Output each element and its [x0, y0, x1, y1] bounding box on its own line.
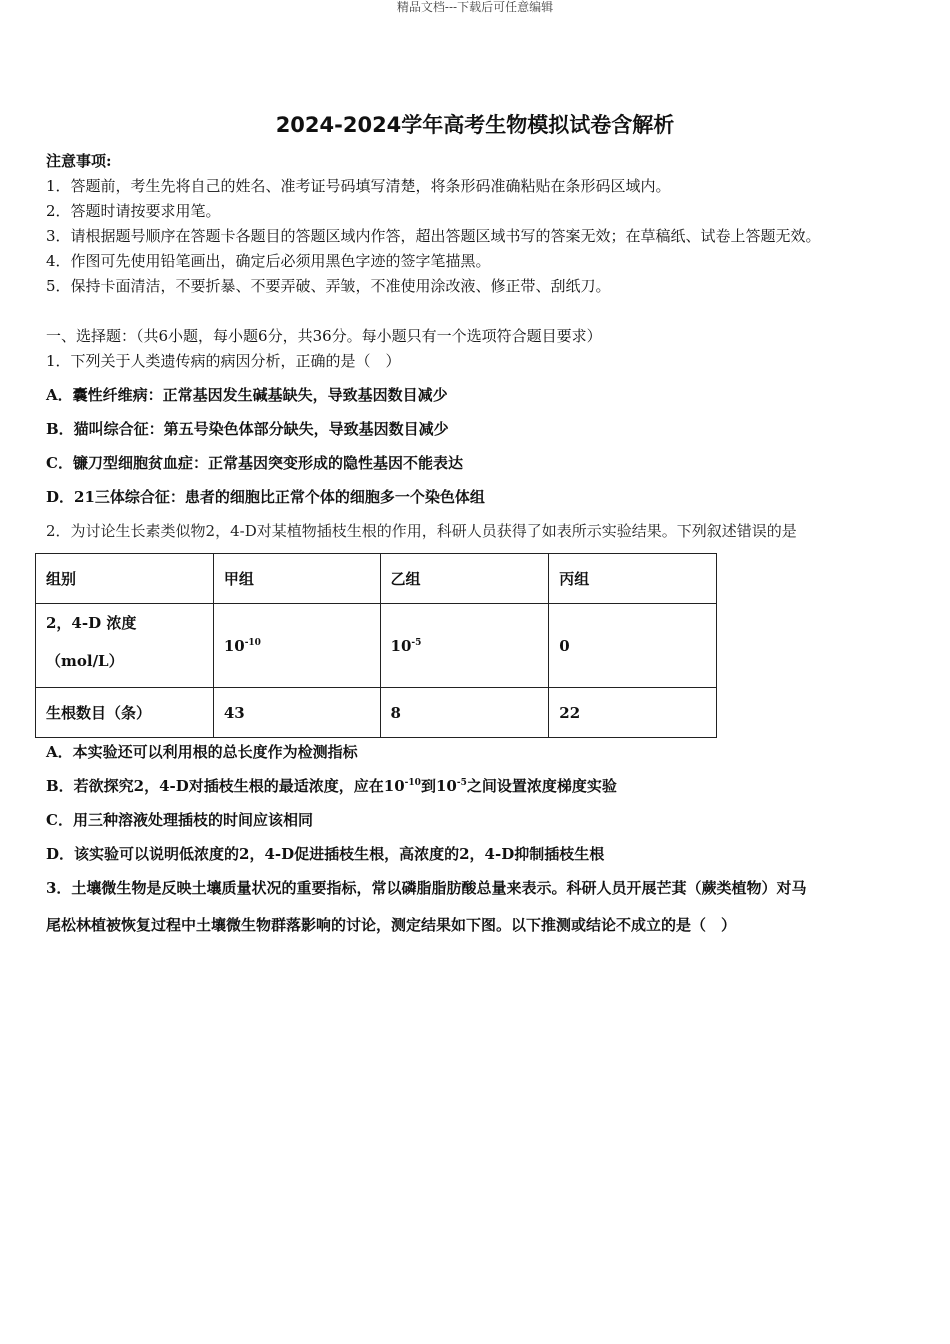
question-2-option-a: A．本实验还可以利用根的总长度作为检测指标	[46, 743, 358, 761]
notice-item: 2．答题时请按要求用笔。	[46, 202, 221, 220]
notice-heading: 注意事项:	[46, 152, 112, 170]
concentration-label: 2，4-D 浓度	[46, 614, 137, 632]
header-note: 精品文档---下载后可任意编辑	[396, 0, 554, 14]
section-heading: 一、选择题：（共6小题，每小题6分，共36分。每小题只有一个选项符合题目要求）	[46, 327, 602, 345]
table-header-cell: 组别	[36, 554, 214, 604]
concentration-label-cell	[36, 604, 214, 688]
notice-item: 5．保持卡面清洁，不要折暴、不要弄破、弄皱，不准使用涂改液、修正带、刮纸刀。	[46, 277, 611, 295]
question-3-stem-line2: 尾松林植被恢复过程中土壤微生物群落影响的讨论，测定结果如下图。以下推测或结论不成立的是（ ）	[46, 916, 737, 934]
question-1-option-c: C．镰刀型细胞贫血症：正常基因突变形成的隐性基因不能表达	[46, 454, 463, 472]
question-2-stem: 2．为讨论生长素类似物2，4-D对某植物插枝生根的作用，科研人员获得了如表所示实验结果。下列叙述错误的是	[46, 522, 797, 540]
roots-cell: 8	[380, 688, 549, 738]
question-2-option-d: D．该实验可以说明低浓度的2，4-D促进插枝生根，高浓度的2，4-D抑制插枝生根	[46, 845, 605, 863]
question-1-stem: 1．下列关于人类遗传病的病因分析，正确的是（ ）	[46, 352, 401, 370]
table-header-cell: 乙组	[380, 554, 549, 604]
notice-item: 4．作图可先使用铅笔画出，确定后必须用黑色字迹的签字笔描黑。	[46, 252, 491, 270]
table-header-cell: 甲组	[213, 554, 380, 604]
question-2-option-b: B．若欲探究2，4-D对插枝生根的最适浓度，应在$10^{-10}$到$10^{-5}$之间设置浓度梯度实验	[46, 777, 617, 795]
concentration-cell: $10^{-10}$	[213, 604, 380, 688]
page-title: 2024-2024学年高考生物模拟试卷含解析	[275, 113, 675, 137]
concentration-cell: 0	[549, 604, 717, 688]
notice-item: 1．答题前，考生先将自己的姓名、准考证号码填写清楚，将条形码准确粘贴在条形码区域内。	[46, 177, 671, 195]
table-header-cell: 丙组	[549, 554, 717, 604]
concentration-cell: $10^{-5}$	[380, 604, 549, 688]
notice-item: 3．请根据题号顺序在答题卡各题目的答题区域内作答，超出答题区域书写的答案无效；在草稿纸、试卷上答题无效。	[46, 227, 821, 245]
question-1-option-a: A．囊性纤维病：正常基因发生碱基缺失，导致基因数目减少	[46, 386, 448, 404]
table-row	[36, 604, 717, 688]
question-1-option-b: B．猫叫综合征：第五号染色体部分缺失，导致基因数目减少	[46, 420, 449, 438]
concentration-unit: （mol/L）	[46, 652, 124, 670]
question-3-stem-line1: 3．土壤微生物是反映土壤质量状况的重要指标，常以磷脂脂肪酸总量来表示。科研人员开展芒萁（蕨类植物）对马	[46, 879, 807, 897]
table-row	[36, 688, 717, 738]
results-table	[35, 553, 717, 738]
roots-cell: 22	[549, 688, 717, 738]
question-2-option-c: C．用三种溶液处理插枝的时间应该相同	[46, 811, 313, 829]
roots-cell: 43	[213, 688, 380, 738]
roots-label-cell: 生根数目（条）	[36, 688, 214, 738]
question-1-option-d: D．21三体综合征：患者的细胞比正常个体的细胞多一个染色体组	[46, 488, 485, 506]
table-row	[36, 554, 717, 604]
